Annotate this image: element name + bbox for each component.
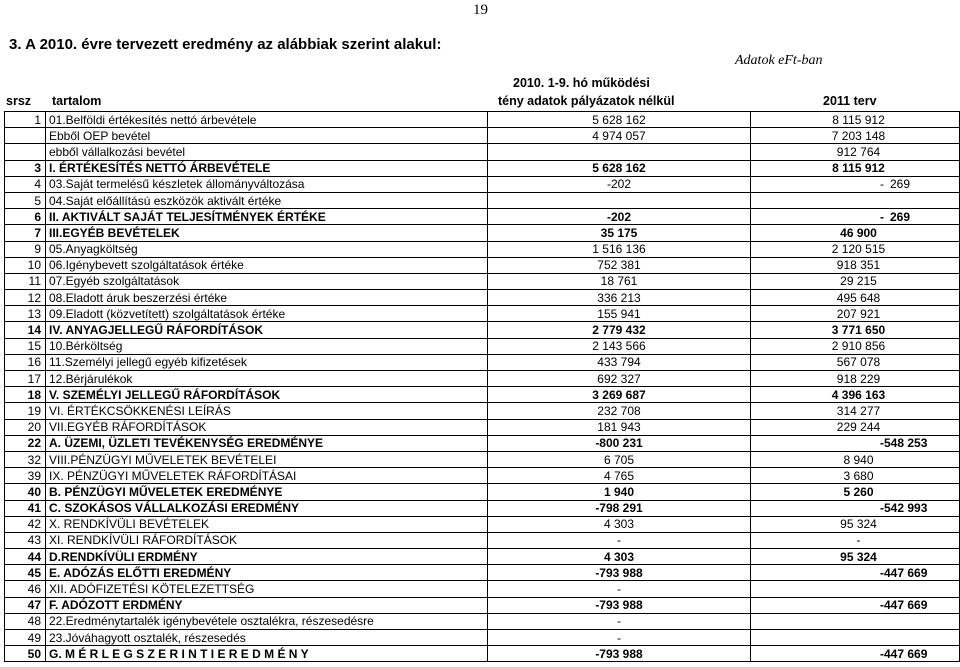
plan-value: 95 324	[751, 549, 960, 565]
row-number: 9	[5, 241, 46, 257]
row-number: 5	[5, 192, 46, 208]
table-row	[5, 371, 960, 387]
row-number: 20	[5, 419, 46, 435]
table-row	[5, 468, 960, 484]
row-label: 11.Személyi jellegű egyéb kifizetések	[46, 354, 488, 370]
row-number: 6	[5, 209, 46, 225]
plan-value: 46 900	[751, 225, 960, 241]
row-label: ebből vállalkozási bevétel	[46, 144, 488, 160]
plan-sign: -	[880, 565, 884, 580]
plan-sign: -	[880, 598, 884, 613]
row-number: 43	[5, 532, 46, 548]
row-number: 13	[5, 306, 46, 322]
actual-value: 752 381	[488, 257, 751, 273]
row-number: 50	[5, 646, 46, 662]
actual-value: 4 974 057	[488, 128, 751, 144]
actual-value: 181 943	[488, 419, 751, 435]
actual-value: 6 705	[488, 451, 751, 467]
row-number: 1	[5, 112, 46, 128]
actual-value	[488, 192, 751, 208]
plan-value: 314 277	[751, 403, 960, 419]
row-label: XII. ADÓFIZETÉSI KÖTELEZETTSÉG	[46, 581, 488, 597]
row-number: 14	[5, 322, 46, 338]
plan-value: 229 244	[751, 419, 960, 435]
plan-value	[751, 565, 960, 581]
table-row	[5, 112, 960, 128]
actual-value: 4 303	[488, 516, 751, 532]
actual-value: 3 269 687	[488, 387, 751, 403]
actual-value: -202	[488, 176, 751, 192]
table-row	[5, 290, 960, 306]
table-row	[5, 176, 960, 192]
actual-value: 692 327	[488, 371, 751, 387]
row-number: 7	[5, 225, 46, 241]
row-label: VI. ÉRTÉKCSÖKKENÉSI LEÍRÁS	[46, 403, 488, 419]
actual-value: -793 988	[488, 565, 751, 581]
row-label: F. ADÓZOTT ERDMÉNY	[46, 597, 488, 613]
plan-value	[751, 613, 960, 629]
table-row	[5, 257, 960, 273]
plan-value	[751, 646, 960, 662]
row-number: 16	[5, 354, 46, 370]
plan-value: 2 910 856	[751, 338, 960, 354]
row-label: IX. PÉNZÜGYI MŰVELETEK RÁFORDÍTÁSAI	[46, 468, 488, 484]
row-number: 40	[5, 484, 46, 500]
row-number: 45	[5, 565, 46, 581]
actual-value: -202	[488, 209, 751, 225]
plan-amount: 269	[889, 177, 910, 192]
table-row	[5, 516, 960, 532]
plan-value: 8 115 912	[751, 112, 960, 128]
row-number: 11	[5, 273, 46, 289]
plan-value: 29 215	[751, 273, 960, 289]
plan-value: 918 229	[751, 371, 960, 387]
actual-value: -	[488, 630, 751, 646]
row-label: III.EGYÉB BEVÉTELEK	[46, 225, 488, 241]
actual-value: 18 761	[488, 273, 751, 289]
row-label: 07.Egyéb szolgáltatások	[46, 273, 488, 289]
table-row	[5, 419, 960, 435]
row-label: 23.Jóváhagyott osztalék, részesedés	[46, 630, 488, 646]
plan-value	[751, 500, 960, 516]
row-number: 17	[5, 371, 46, 387]
row-number: 18	[5, 387, 46, 403]
row-number: 15	[5, 338, 46, 354]
actual-value: -	[488, 581, 751, 597]
plan-value	[751, 597, 960, 613]
row-label: 03.Saját termelésű készletek állományváltozása	[46, 176, 488, 192]
table-row	[5, 597, 960, 613]
row-number: 42	[5, 516, 46, 532]
plan-value	[751, 630, 960, 646]
row-number: 10	[5, 257, 46, 273]
plan-value: 5 260	[751, 484, 960, 500]
table-row	[5, 451, 960, 467]
header-plan: 2011 terv	[823, 94, 877, 108]
table-row	[5, 338, 960, 354]
plan-value	[751, 209, 960, 225]
row-label: II. AKTIVÁLT SAJÁT TELJESÍTMÉNYEK ÉRTÉKE	[46, 209, 488, 225]
row-number: 44	[5, 549, 46, 565]
plan-value	[751, 435, 960, 451]
row-label: E. ADÓZÁS ELŐTTI EREDMÉNY	[46, 565, 488, 581]
row-number: 49	[5, 630, 46, 646]
plan-value: 3 771 650	[751, 322, 960, 338]
page-number: 19	[473, 2, 488, 18]
table-row	[5, 387, 960, 403]
row-number: 22	[5, 435, 46, 451]
plan-amount: 542 993	[884, 501, 928, 516]
plan-sign: -	[880, 501, 884, 516]
actual-value: 2 779 432	[488, 322, 751, 338]
table-row	[5, 581, 960, 597]
actual-value: -	[488, 532, 751, 548]
table-row	[5, 435, 960, 451]
row-label: 08.Eladott áruk beszerzési értéke	[46, 290, 488, 306]
actual-value: 35 175	[488, 225, 751, 241]
plan-value: 918 351	[751, 257, 960, 273]
row-label: VII.EGYÉB RÁFORDÍTÁSOK	[46, 419, 488, 435]
plan-value: 3 680	[751, 468, 960, 484]
row-number: 39	[5, 468, 46, 484]
row-label: 01.Belföldi értékesítés nettó árbevétele	[46, 112, 488, 128]
results-table	[4, 111, 960, 662]
actual-value: 336 213	[488, 290, 751, 306]
actual-value	[488, 144, 751, 160]
plan-value: 8 115 912	[751, 160, 960, 176]
actual-value: 4 765	[488, 468, 751, 484]
table-row	[5, 549, 960, 565]
row-label: I. ÉRTÉKESÍTÉS NETTÓ ÁRBEVÉTELE	[46, 160, 488, 176]
table-row	[5, 322, 960, 338]
plan-value	[751, 581, 960, 597]
row-label: B. PÉNZÜGYI MŰVELETEK EREDMÉNYE	[46, 484, 488, 500]
header-tartalom: tartalom	[52, 94, 102, 108]
actual-value: -793 988	[488, 597, 751, 613]
plan-value	[751, 176, 960, 192]
plan-value: 567 078	[751, 354, 960, 370]
row-number: 47	[5, 597, 46, 613]
actual-value: -793 988	[488, 646, 751, 662]
table-row	[5, 241, 960, 257]
row-number: 19	[5, 403, 46, 419]
table-row	[5, 500, 960, 516]
row-label: 09.Eladott (közvetített) szolgáltatások értéke	[46, 306, 488, 322]
plan-sign: -	[880, 436, 884, 451]
table-row	[5, 646, 960, 662]
plan-amount: 548 253	[884, 436, 928, 451]
section-heading: 3. A 2010. évre tervezett eredmény az alábbiak szerint alakul:	[9, 36, 442, 53]
plan-value: 2 120 515	[751, 241, 960, 257]
actual-value: -798 291	[488, 500, 751, 516]
table-row	[5, 630, 960, 646]
row-label: 12.Bérjárulékok	[46, 371, 488, 387]
actual-value: -800 231	[488, 435, 751, 451]
table-row	[5, 128, 960, 144]
plan-sign: -	[880, 209, 884, 224]
plan-value: 495 648	[751, 290, 960, 306]
row-label: XI. RENDKÍVÜLI RÁFORDÍTÁSOK	[46, 532, 488, 548]
plan-amount: 447 669	[884, 646, 928, 661]
actual-value: 5 628 162	[488, 112, 751, 128]
table-row	[5, 144, 960, 160]
row-label: D.RENDKÍVÜLI ERDMÉNY	[46, 549, 488, 565]
header-period-line1: 2010. 1-9. hó működési	[513, 76, 650, 90]
row-number: 32	[5, 451, 46, 467]
row-number	[5, 128, 46, 144]
row-label: C. SZOKÁSOS VÁLLALKOZÁSI EREDMÉNY	[46, 500, 488, 516]
table-row	[5, 532, 960, 548]
plan-sign: -	[880, 177, 884, 192]
table-row	[5, 354, 960, 370]
plan-value: 207 921	[751, 306, 960, 322]
actual-value: 2 143 566	[488, 338, 751, 354]
plan-amount: 269	[889, 209, 910, 224]
row-label: VIII.PÉNZÜGYI MŰVELETEK BEVÉTELEI	[46, 451, 488, 467]
row-label: IV. ANYAGJELLEGŰ RÁFORDÍTÁSOK	[46, 322, 488, 338]
plan-value: 4 396 163	[751, 387, 960, 403]
header-period-line2: tény adatok pályázatok nélkül	[498, 94, 675, 108]
row-number	[5, 144, 46, 160]
plan-amount: 447 669	[884, 598, 928, 613]
table-row	[5, 613, 960, 629]
table-row	[5, 306, 960, 322]
plan-value: -	[751, 532, 960, 548]
row-label: 05.Anyagköltség	[46, 241, 488, 257]
plan-value	[751, 192, 960, 208]
table-row	[5, 484, 960, 500]
actual-value: 1 940	[488, 484, 751, 500]
row-label: Ebből OEP bevétel	[46, 128, 488, 144]
row-label: 04.Saját előállítású eszközök aktivált értéke	[46, 192, 488, 208]
plan-value: 8 940	[751, 451, 960, 467]
plan-amount: 447 669	[884, 565, 928, 580]
table-row	[5, 273, 960, 289]
row-number: 48	[5, 613, 46, 629]
actual-value: 433 794	[488, 354, 751, 370]
header-srsz: srsz	[6, 94, 32, 108]
row-number: 12	[5, 290, 46, 306]
actual-value: 4 303	[488, 549, 751, 565]
row-label: A. ÜZEMI, ÜZLETI TEVÉKENYSÉG EREDMÉNYE	[46, 435, 488, 451]
table-row	[5, 209, 960, 225]
table-row	[5, 225, 960, 241]
plan-sign: -	[880, 646, 884, 661]
actual-value: 5 628 162	[488, 160, 751, 176]
row-number: 3	[5, 160, 46, 176]
plan-value: 7 203 148	[751, 128, 960, 144]
unit-note: Adatok eFt-ban	[735, 53, 823, 68]
actual-value: 155 941	[488, 306, 751, 322]
row-label: X. RENDKÍVÜLI BEVÉTELEK	[46, 516, 488, 532]
row-label: 10.Bérköltség	[46, 338, 488, 354]
row-label: 22.Eredménytartalék igénybevétele osztalékra, részesedésre	[46, 613, 488, 629]
row-label: G. M É R L E G S Z E R I N T I E R E D M É N Y	[46, 646, 488, 662]
plan-value: 95 324	[751, 516, 960, 532]
row-number: 46	[5, 581, 46, 597]
actual-value: 1 516 136	[488, 241, 751, 257]
table-row	[5, 160, 960, 176]
table-row	[5, 192, 960, 208]
plan-value: 912 764	[751, 144, 960, 160]
row-number: 4	[5, 176, 46, 192]
actual-value: -	[488, 613, 751, 629]
actual-value: 232 708	[488, 403, 751, 419]
row-label: 06.Igénybevett szolgáltatások értéke	[46, 257, 488, 273]
table-row	[5, 403, 960, 419]
row-label: V. SZEMÉLYI JELLEGŰ RÁFORDÍTÁSOK	[46, 387, 488, 403]
row-number: 41	[5, 500, 46, 516]
table-row	[5, 565, 960, 581]
